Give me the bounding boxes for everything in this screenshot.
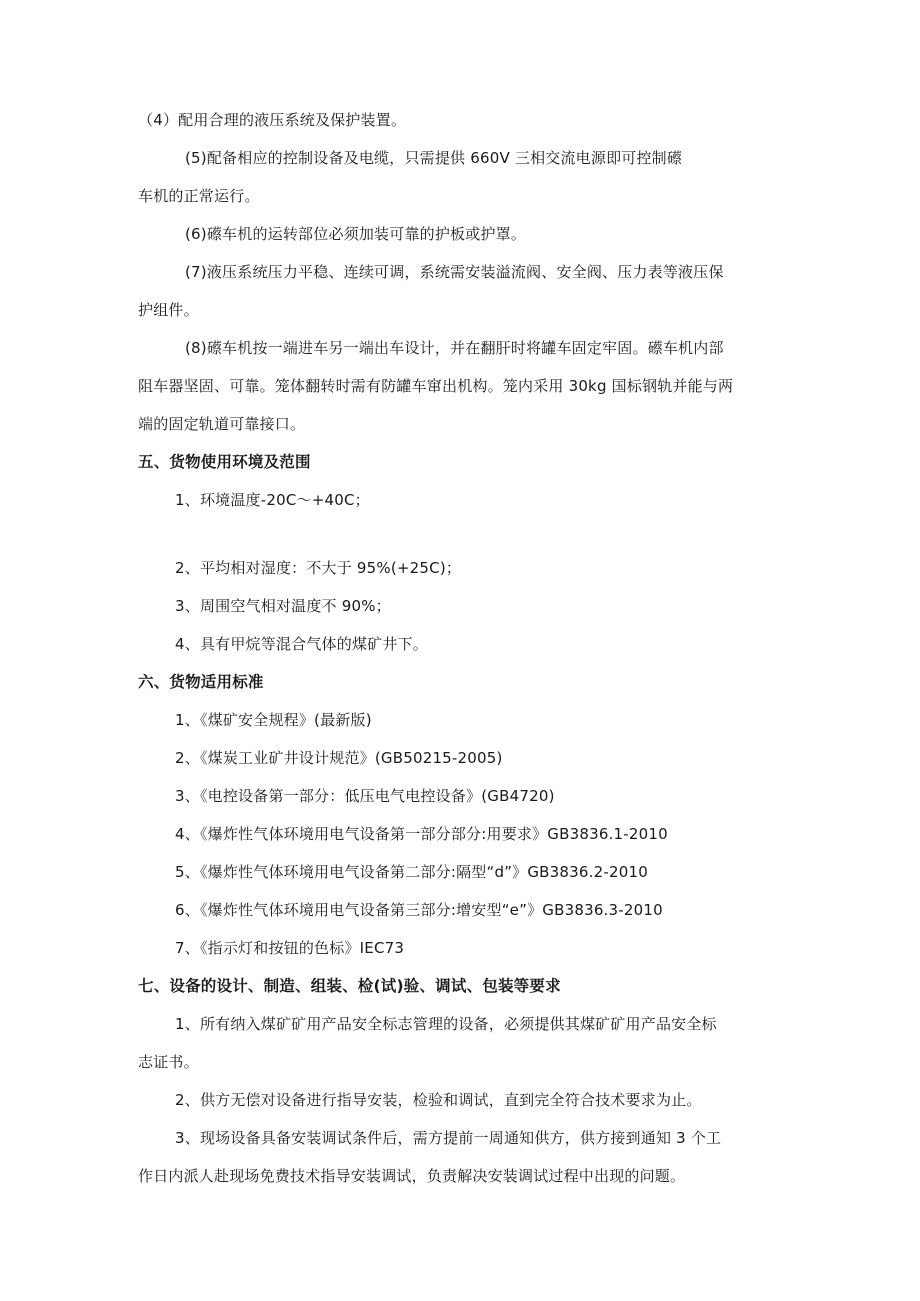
paragraph-7-1-line-2: 志证书。 <box>138 1053 199 1071</box>
paragraph-item-8-line-1: (8)礤车机按一端进车另一端出车设计，并在翻肝时将罐车固定牢固。礤车机内部 <box>185 339 724 357</box>
paragraph-item-5-line-2: 车机的正常运行。 <box>138 187 260 205</box>
list-item: 4、《爆炸性气体环境用电气设备第一部分部分:用要求》GB3836.1-2010 <box>175 825 668 843</box>
section-heading-6: 六、货物适用标准 <box>138 673 264 691</box>
list-item: 2、《煤炭工业矿井设计规范》(GB50215-2005) <box>175 749 503 767</box>
list-item: 3、《电控设备第一部分：低压电气电控设备》(GB4720) <box>175 787 555 805</box>
paragraph-item-8-line-2: 阻车器坚固、可靠。笼体翻转时需有防罐车窜出机构。笼内采用 30kg 国标钢轨并能与两 <box>138 377 734 395</box>
list-item: 7、《指示灯和按钮的色标》IEC73 <box>175 939 405 957</box>
section-heading-5: 五、货物使用环境及范围 <box>138 453 311 471</box>
paragraph-item-4: （4）配用合理的液压系统及保护装置。 <box>138 111 407 129</box>
list-item: 1、《煤矿安全规程》(最新版) <box>175 711 372 729</box>
section-heading-7: 七、设备的设计、制造、组装、检(试)验、调试、包装等要求 <box>138 977 561 995</box>
paragraph-7-2: 2、供方无偿对设备进行指导安装，检验和调试，直到完全符合技术要求为止。 <box>175 1091 702 1109</box>
paragraph-item-6: (6)礤车机的运转部位必须加装可靠的护板或护罩。 <box>185 225 527 243</box>
paragraph-item-7-line-1: (7)液压系统压力平稳、连续可调，系统需安装溢流阀、安全阀、压力表等液压保 <box>185 263 724 281</box>
paragraph-7-1-line-1: 1、所有纳入煤矿矿用产品安全标志管理的设备，必须提供其煤矿矿用产品安全标 <box>175 1015 717 1033</box>
paragraph-item-7-line-2: 护组件。 <box>138 301 199 319</box>
list-item: 4、具有甲烷等混合气体的煤矿井下。 <box>175 635 428 653</box>
paragraph-7-3-line-1: 3、现场设备具备安装调试条件后，需方提前一周通知供方，供方接到通知 3 个工 <box>175 1129 722 1147</box>
list-item: 2、平均相对湿度：不大于 95%(+25C)； <box>175 559 462 577</box>
paragraph-7-3-line-2: 作日内派人赴现场免费技术指导安装调试，负责解决安装调试过程中出现的问题。 <box>138 1167 686 1185</box>
paragraph-item-5-line-1: (5)配备相应的控制设备及电缆，只需提供 660V 三相交流电源即可控制礤 <box>185 149 683 167</box>
list-item: 6、《爆炸性气体环境用电气设备第三部分:增安型“e”》GB3836.3-2010 <box>175 901 663 919</box>
list-item: 5、《爆炸性气体环境用电气设备第二部分:隔型“d”》GB3836.2-2010 <box>175 863 648 881</box>
list-item: 3、周围空气相对温度不 90%； <box>175 597 391 615</box>
list-item: 1、环境温度-20C～+40C； <box>175 491 370 509</box>
paragraph-item-8-line-3: 端的固定轨道可靠接口。 <box>138 415 306 433</box>
